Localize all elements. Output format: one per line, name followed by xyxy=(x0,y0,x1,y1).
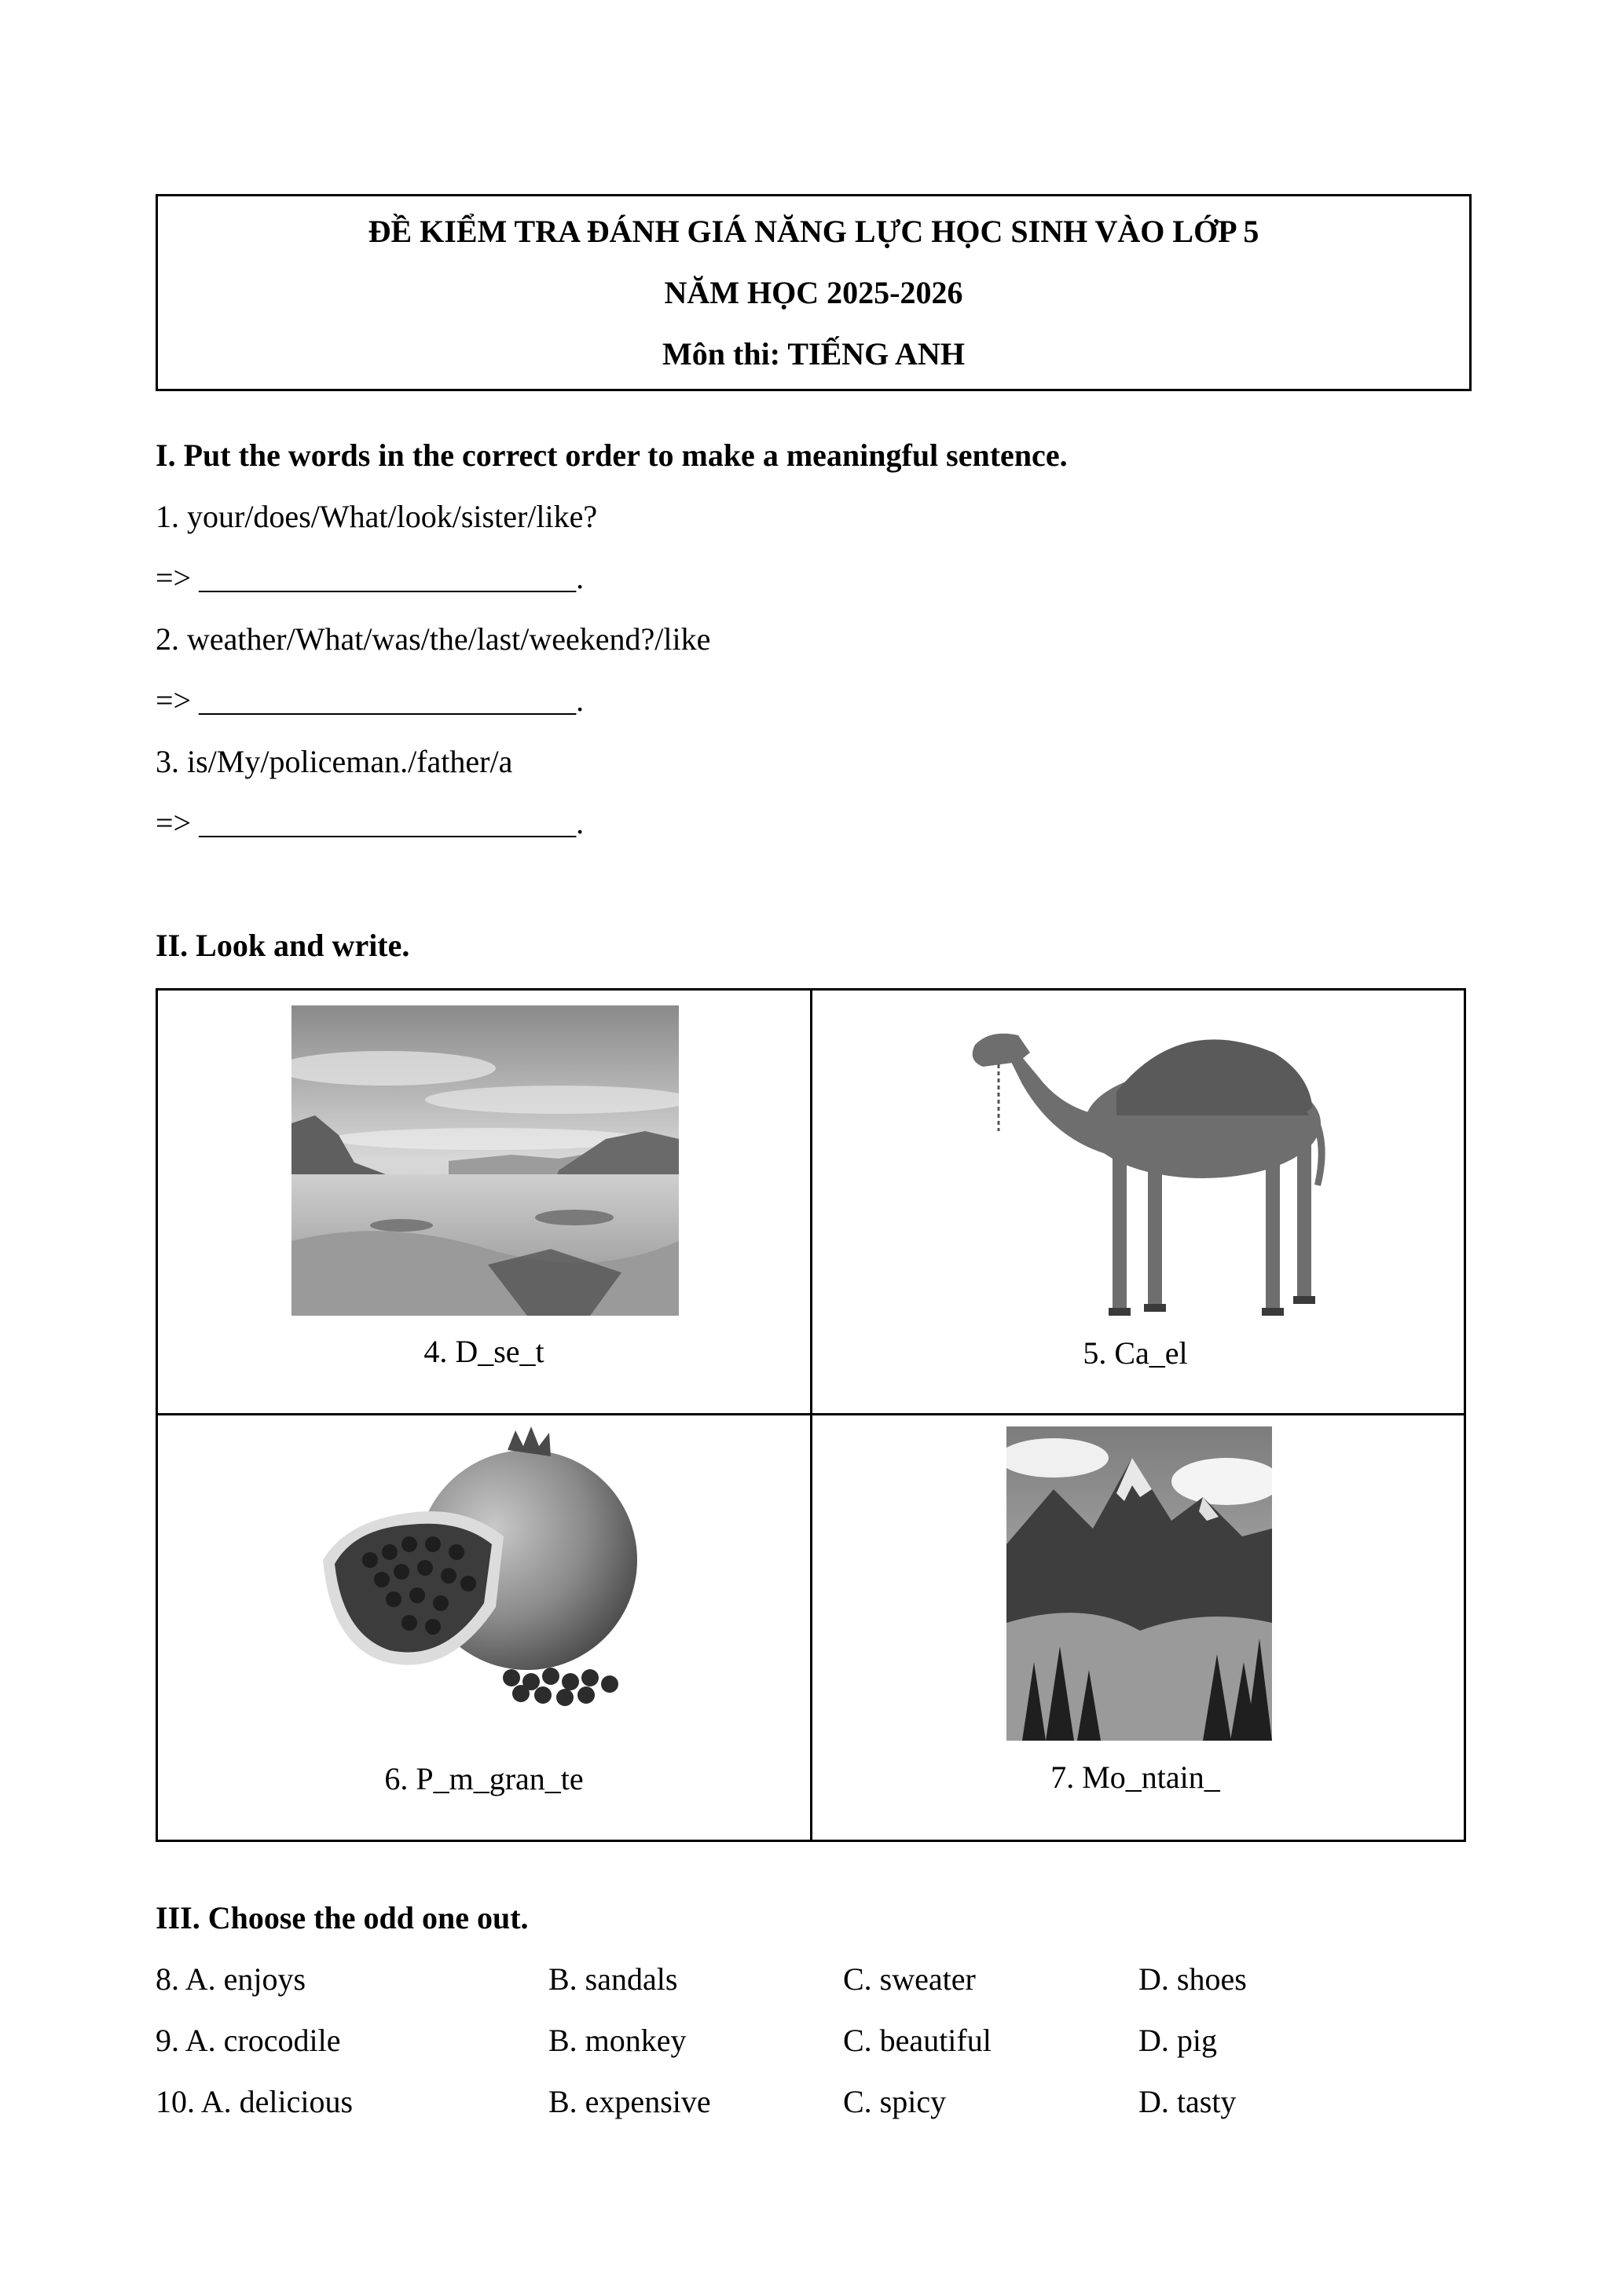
pomegranate-photo-icon xyxy=(315,1426,661,1717)
caption-6: 6. P_m_gran_te xyxy=(384,1761,584,1796)
question-10-option-a[interactable]: 10. A. delicious xyxy=(156,2084,354,2119)
look-and-write-grid xyxy=(156,988,1466,1842)
question-8-option-a[interactable]: 8. A. enjoys xyxy=(156,1961,306,1997)
camel-photo-icon xyxy=(944,1005,1352,1335)
exam-title: ĐỀ KIỂM TRA ĐÁNH GIÁ NĂNG LỰC HỌC SINH VÀO LỚP 5 xyxy=(368,214,1259,249)
section-1-title: I. Put the words in the correct order to make a meaningful sentence. xyxy=(156,438,1068,473)
question-8-option-d[interactable]: D. shoes xyxy=(1138,1961,1247,1997)
question-9-option-d[interactable]: D. pig xyxy=(1138,2023,1217,2058)
question-9-option-b[interactable]: B. monkey xyxy=(548,2023,687,2058)
question-1-prompt: 1. your/does/What/look/sister/like? xyxy=(156,499,598,534)
question-2-prompt: 2. weather/What/was/the/last/weekend?/like xyxy=(156,621,711,657)
question-3-answer-line[interactable]: => ________________________. xyxy=(156,805,585,840)
subject-line: Môn thi: TIẾNG ANH xyxy=(662,336,965,372)
question-10-option-b[interactable]: B. expensive xyxy=(548,2084,711,2119)
section-2-title: II. Look and write. xyxy=(156,928,410,963)
question-3-prompt: 3. is/My/policeman./father/a xyxy=(156,744,513,779)
school-year: NĂM HỌC 2025-2026 xyxy=(664,275,963,310)
desert-photo-icon xyxy=(291,1005,679,1316)
section-3-title: III. Choose the odd one out. xyxy=(156,1900,529,1935)
question-10-option-d[interactable]: D. tasty xyxy=(1138,2084,1237,2119)
caption-5: 5. Ca_el xyxy=(1083,1335,1188,1371)
question-9-option-c[interactable]: C. beautiful xyxy=(843,2023,992,2058)
question-10-option-c[interactable]: C. spicy xyxy=(843,2084,947,2119)
mountain-photo-icon xyxy=(1006,1426,1272,1741)
question-8-option-b[interactable]: B. sandals xyxy=(548,1961,678,1997)
question-8-option-c[interactable]: C. sweater xyxy=(843,1961,976,1997)
question-9-option-a[interactable]: 9. A. crocodile xyxy=(156,2023,341,2058)
exam-header-box xyxy=(156,194,1472,391)
question-1-answer-line[interactable]: => ________________________. xyxy=(156,560,585,595)
question-2-answer-line[interactable]: => ________________________. xyxy=(156,683,585,718)
grid-horizontal-divider xyxy=(158,1413,1464,1415)
caption-4: 4. D_se_t xyxy=(423,1334,544,1369)
caption-7: 7. Mo_ntain_ xyxy=(1050,1760,1220,1795)
